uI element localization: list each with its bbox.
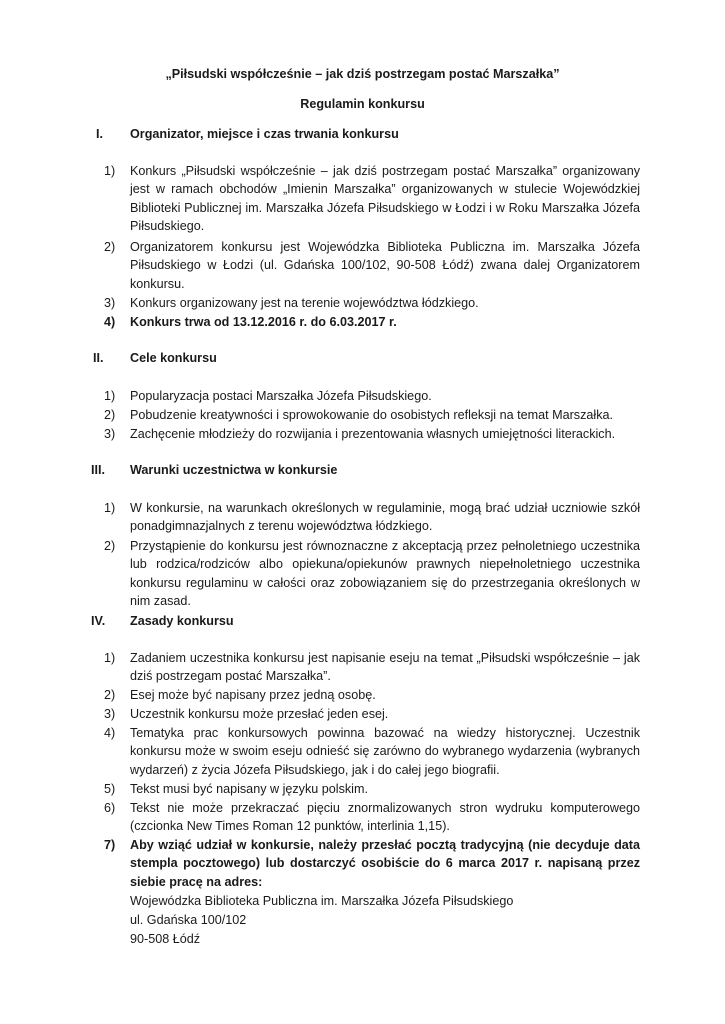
section-number: II. <box>93 351 104 365</box>
list-item-text: Esej może być napisany przez jedną osobę. <box>130 688 376 702</box>
list-item-text: Zadaniem uczestnika konkursu jest napisanie eseju na temat „Piłsudski współcześnie – jak dziś postrzegam postać Marszałka”. <box>130 651 640 684</box>
list-item-number: 2) <box>104 539 116 553</box>
list-item-number: 2) <box>104 408 116 422</box>
section-heading: Organizator, miejsce i czas trwania konkursu <box>130 127 399 141</box>
list-item-number: 4) <box>104 315 116 329</box>
list-item-number: 1) <box>104 164 116 178</box>
section-heading: Zasady konkursu <box>130 614 234 628</box>
list-item-text: Organizatorem konkursu jest Wojewódzka Biblioteka Publiczna im. Marszałka Józefa Piłsudskiego w Łodzi (ul. Gdańska 100/102, 90-508 Łódź) zwana dalej Organizatorem konkursu. <box>130 240 640 291</box>
list-item-number: 7) <box>104 838 116 852</box>
list-item-text: Zachęcenie młodzieży do rozwijania i prezentowania własnych umiejętności literackich. <box>130 427 616 441</box>
list-item-text: Tekst musi być napisany w języku polskim. <box>130 782 368 796</box>
list-item-number: 5) <box>104 782 116 796</box>
list-item-number: 1) <box>104 501 116 515</box>
list-item-number: 6) <box>104 801 116 815</box>
list-item-text: Aby wziąć udział w konkursie, należy przesłać pocztą tradycyjną (nie decyduje data stempla pocztowego) lub dostarczyć osobiście do 6 marca 2017 r. napisaną przez siebie pracę na adres: <box>130 838 640 889</box>
list-item-number: 4) <box>104 726 116 740</box>
list-item-number: 1) <box>104 651 116 665</box>
list-item-text: Tekst nie może przekraczać pięciu znormalizowanych stron wydruku komputerowego (czcionka New Times Roman 12 punktów, interlinia 1,15). <box>130 801 640 834</box>
section-number: III. <box>91 463 105 477</box>
list-item-number: 3) <box>104 707 116 721</box>
list-item-text: Popularyzacja postaci Marszałka Józefa Piłsudskiego. <box>130 389 432 403</box>
list-item-number: 2) <box>104 240 116 254</box>
section-number: IV. <box>91 614 106 628</box>
list-item-text: Tematyka prac konkursowych powinna bazować na wiedzy historycznej. Uczestnik konkursu może w swoim eseju odnieść się zarówno do wybranego wydarzenia (wybranych wydarzeń) z życia Józefa Piłsudskiego, jak i do całej jego biografii. <box>130 726 640 777</box>
list-item-number: 3) <box>104 296 116 310</box>
list-item-text: Pobudzenie kreatywności i sprowokowanie do osobistych refleksji na temat Marszałka. <box>130 408 613 422</box>
list-item-number: 3) <box>104 427 116 441</box>
list-item-text: Konkurs „Piłsudski współcześnie – jak dziś postrzegam postać Marszałka” organizowany jest w ramach obchodów „Imienin Marszałka” organizowanych w stulecie Wojewódzkiej Biblioteki Publicznej im. Marszałka Józefa Piłsudskiego w Łodzi i w Roku Marszałka Józefa Piłsudskiego. <box>130 164 640 233</box>
section-number: I. <box>96 127 103 141</box>
list-item-text: Konkurs organizowany jest na terenie województwa łódzkiego. <box>130 296 479 310</box>
list-item-text: Przystąpienie do konkursu jest równoznaczne z akceptacją przez pełnoletniego uczestnika lub rodzica/rodziców albo opiekuna/opiekunów prawnych niepełnoletniego uczestnika konkursu regulaminu w całości oraz zobowiązaniem się do przestrzegania określonych w nim zasad. <box>130 539 640 608</box>
section-heading: Warunki uczestnictwa w konkursie <box>130 463 338 477</box>
list-item-text: Konkurs trwa od 13.12.2016 r. do 6.03.2017 r. <box>130 315 397 329</box>
document-title: „Piłsudski współcześnie – jak dziś postrzegam postać Marszałka” <box>165 67 560 81</box>
list-item-number: 1) <box>104 389 116 403</box>
document-subtitle: Regulamin konkursu <box>300 97 425 111</box>
list-item-text: W konkursie, na warunkach określonych w regulaminie, mogą brać udział uczniowie szkół ponadgimnazjalnych z terenu województwa łódzkiego. <box>130 501 640 534</box>
address-line: Wojewódzka Biblioteka Publiczna im. Marszałka Józefa Piłsudskiego <box>130 894 514 908</box>
list-item-number: 2) <box>104 688 116 702</box>
address-line: ul. Gdańska 100/102 <box>130 913 247 927</box>
section-heading: Cele konkursu <box>130 351 217 365</box>
address-line: 90-508 Łódź <box>130 932 201 946</box>
list-item-text: Uczestnik konkursu może przesłać jeden esej. <box>130 707 389 721</box>
